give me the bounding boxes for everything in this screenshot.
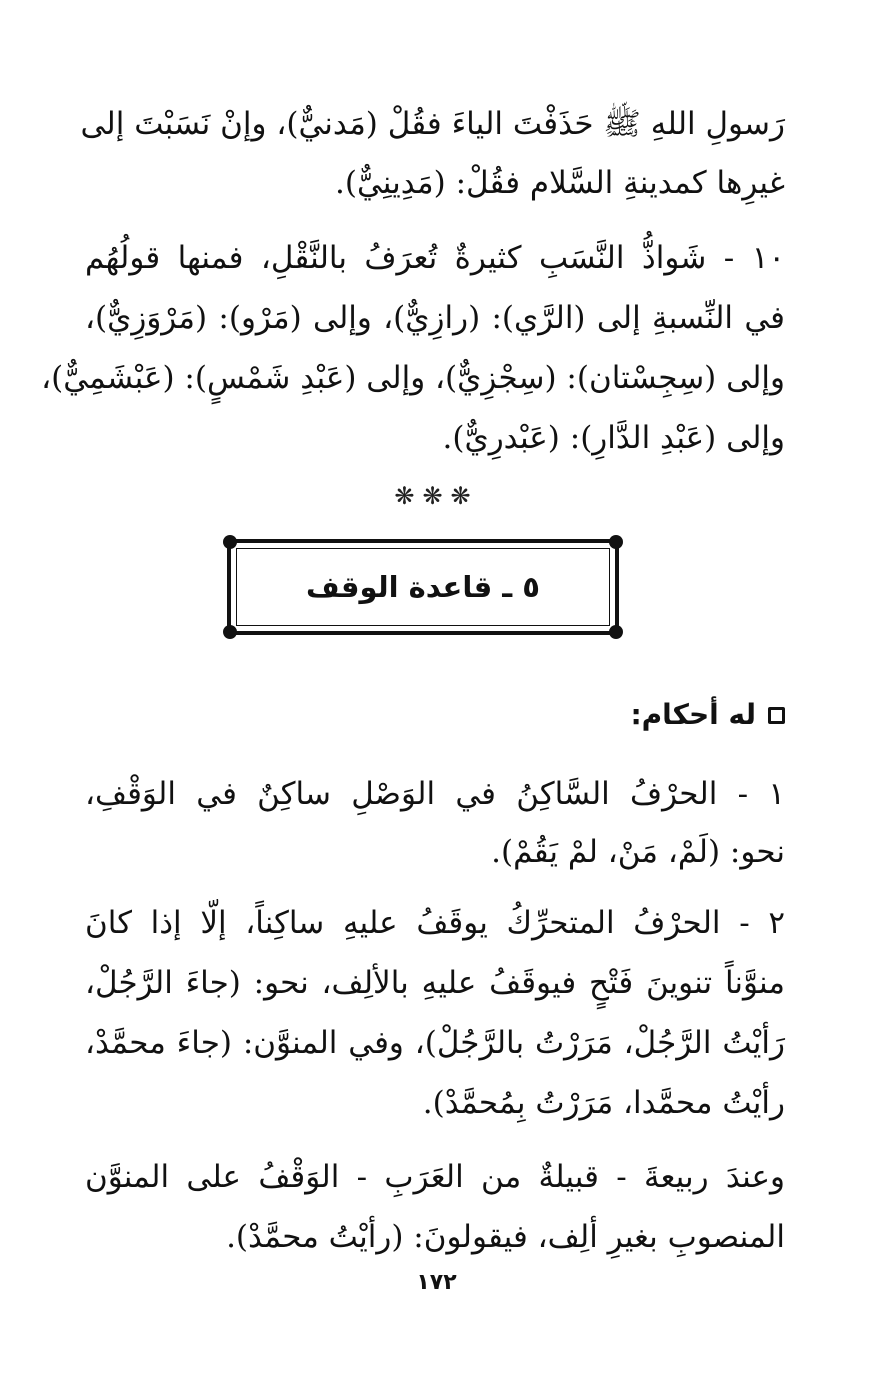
paragraph-line: ١٠ - شَواذُّ النَّسَبِ كثيرةٌ تُعرَفُ بالنَّقْلِ، فمنها قولُهُم bbox=[85, 240, 785, 276]
paragraph-line: في النِّسبةِ إلى (الرَّي): (رازِيٌّ)، وإلى (مَرْو): (مَرْوَزِيٌّ)، bbox=[85, 300, 785, 336]
paragraph-line: وإلى (سِجِسْتان): (سِجْزِيٌّ)، وإلى (عَبْدِ شَمْسٍ): (عَبْشَمِيٌّ)، bbox=[41, 360, 785, 396]
paragraph-line: المنصوبِ بغيرِ ألِف، فيقولونَ: (رأيْتُ محمَّدْ). bbox=[226, 1219, 785, 1255]
paragraph-line: رَسولِ اللهِ ﷺ حَذَفْتَ الياءَ فقُلْ (مَدنيٌّ)، وإنْ نَسَبْتَ إلى bbox=[80, 106, 785, 142]
frame-corner-ornament bbox=[223, 625, 237, 639]
rules-heading-text: له أحكام: bbox=[630, 698, 756, 731]
paragraph-line: وإلى (عَبْدِ الدَّارِ): (عَبْدرِيٌّ). bbox=[442, 420, 785, 456]
paragraph-line: ١ - الحرْفُ السَّاكِنُ في الوَصْلِ ساكِنٌ في الوَقْفِ، bbox=[85, 776, 785, 812]
frame-corner-ornament bbox=[609, 625, 623, 639]
section-title: ٥ ـ قاعدة الوقف bbox=[306, 570, 540, 604]
frame-corner-ornament bbox=[223, 535, 237, 549]
paragraph-line: وعندَ ربيعةَ - قبيلةٌ من العَرَبِ - الوَقْفُ على المنوَّن bbox=[85, 1159, 785, 1195]
paragraph-line: نحو: (لَمْ، مَنْ، لمْ يَقُمْ). bbox=[491, 834, 785, 870]
rules-heading bbox=[630, 695, 785, 735]
paragraph-line: رأيْتُ محمَّدا، مَرَرْتُ بِمُحمَّدْ). bbox=[422, 1085, 785, 1121]
frame-corner-ornament bbox=[609, 535, 623, 549]
page-number: ١٧٢ bbox=[416, 1270, 457, 1295]
section-title-frame bbox=[227, 539, 619, 635]
square-bullet-icon bbox=[768, 707, 785, 724]
paragraph-line: غيرِها كمدينةِ السَّلام فقُلْ: (مَدِينِيٌّ). bbox=[335, 165, 785, 201]
section-separator: ❋❋❋ bbox=[394, 482, 479, 510]
paragraph-line: رَأيْتُ الرَّجُلْ، مَرَرْتُ بالرَّجُلْ)، وفي المنوَّن: (جاءَ محمَّدْ، bbox=[85, 1025, 785, 1061]
paragraph-line: ٢ - الحرْفُ المتحرِّكُ يوقَفُ عليهِ ساكِناً، إلّا إذا كانَ bbox=[85, 905, 785, 941]
paragraph-line: منوَّناً تنوينَ فَتْحٍ فيوقَفُ عليهِ بالألِف، نحو: (جاءَ الرَّجُلْ، bbox=[85, 965, 785, 1001]
